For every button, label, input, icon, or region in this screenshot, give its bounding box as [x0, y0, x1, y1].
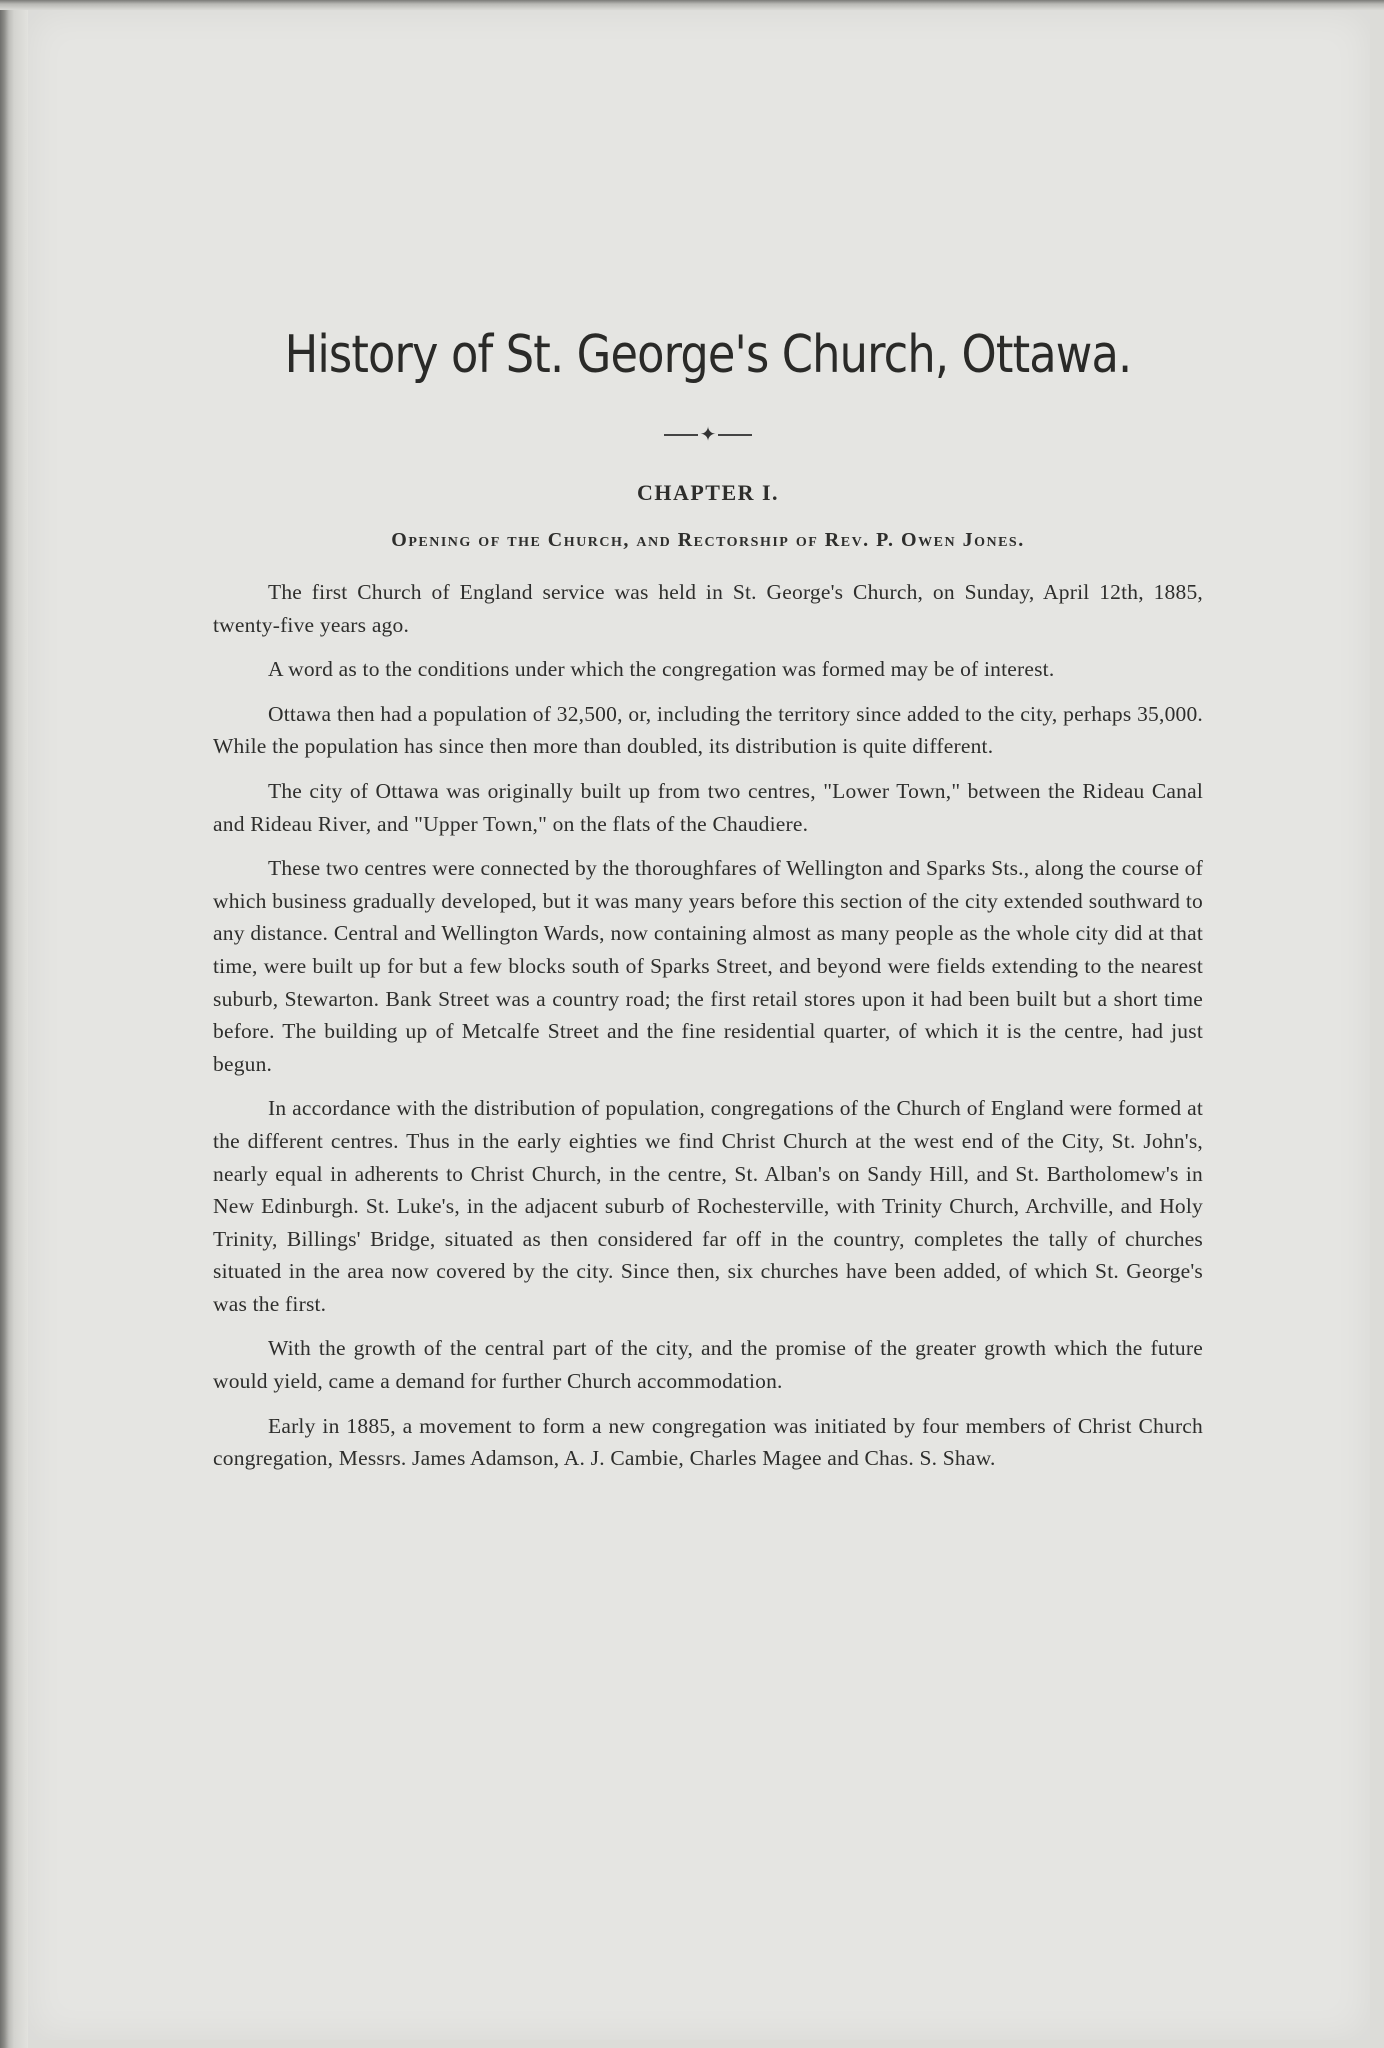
- paragraph: The city of Ottawa was originally built up from two centres, "Lower Town," between the Rideau Canal and Rideau River, and "Upper Town," on the flats of the Chaudiere.: [213, 778, 1203, 836]
- document-title: History of St. George's Church, Ottawa.: [284, 325, 1132, 385]
- book-binding-edge: [0, 0, 28, 2048]
- paragraph: With the growth of the central part of the city, and the promise of the greater growth which the future would yield, came a demand for further Church accommodation.: [213, 1336, 1203, 1394]
- paragraph: A word as to the conditions under which the congregation was formed may be of interest.: [268, 657, 1055, 682]
- page-sheet: [28, 10, 1370, 2040]
- ornament-left-rule: [664, 434, 698, 436]
- diamond-icon: ✦: [699, 424, 717, 446]
- paragraph: Early in 1885, a movement to form a new congregation was initiated by four members of Christ Church congregation, Messrs. James Adamson, A. J. Cambie, Charles Magee and Chas. S. Shaw.: [213, 1413, 1203, 1471]
- body-text: [213, 576, 1203, 1487]
- paragraph: The first Church of England service was held in St. George's Church, on Sunday, April 12th, 1885, twenty-five years ago.: [213, 580, 1203, 637]
- paragraph: Ottawa then had a population of 32,500, or, including the territory since added to the city, perhaps 35,000. While the population has since then more than doubled, its distribution is quite different.: [213, 701, 1203, 759]
- ornament-right-rule: [718, 434, 752, 436]
- diamond-rule-ornament-icon: [213, 425, 1203, 445]
- paragraph: In accordance with the distribution of population, congregations of the Church of England were formed at the different centres. Thus in the early eighties we find Christ Church at the west end of the City, St. John's, nearly equal in adherents to Christ Church, in the centre, St. Alban's on Sandy Hill, and St. Bartholomew's in New Edinburgh. St. Luke's, in the adjacent suburb of Rochesterville, with Trinity Church, Archville, and Holy Trinity, Billings' Bridge, situated as then considered far off in the country, completes the tally of churches situated in the area now covered by the city. Since then, six churches have been added, of which St. George's was the first.: [213, 1096, 1203, 1316]
- paragraph: These two centres were connected by the thoroughfares of Wellington and Sparks Sts., along the course of which business gradually developed, but it was many years before this section of the city extended southward to any distance. Central and Wellington Wards, now containing almost as many people as the whole city did at that time, were built up for but a few blocks south of Sparks Street, and beyond were fields extending to the nearest suburb, Stewarton. Bank Street was a country road; the first retail stores upon it had been built but a short time before. The building up of Metcalfe Street and the fine residential quarter, of which it is the centre, had just begun.: [213, 856, 1203, 1076]
- chapter-subtitle: Opening of the Church, and Rectorship of Rev. P. Owen Jones.: [391, 529, 1025, 551]
- chapter-heading: CHAPTER I.: [636, 480, 780, 505]
- page-top-edge: [0, 0, 1384, 10]
